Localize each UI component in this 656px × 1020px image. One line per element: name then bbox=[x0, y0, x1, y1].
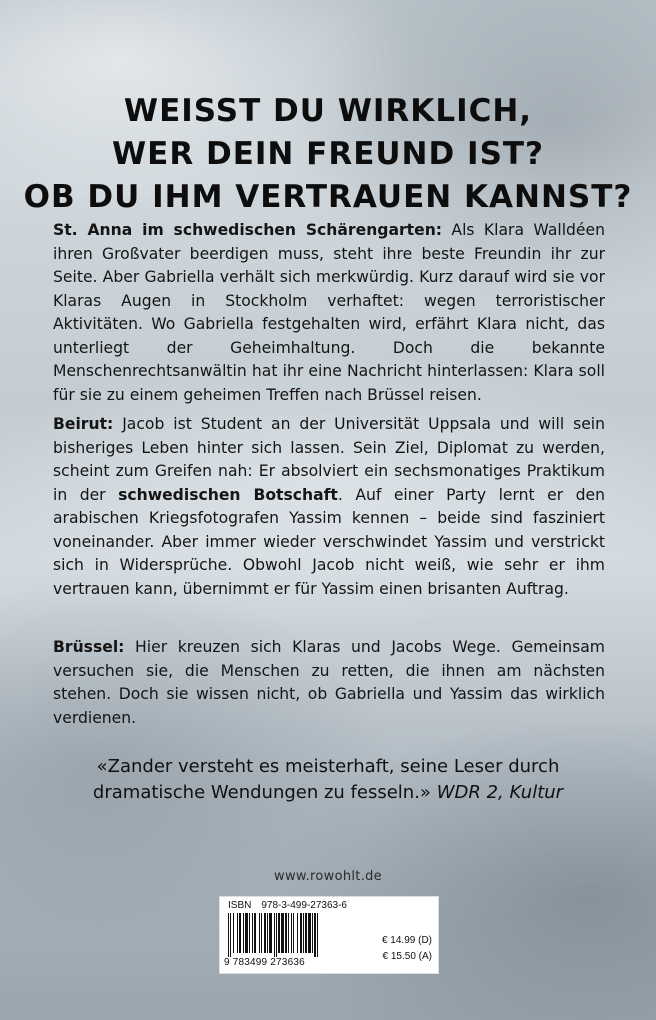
paragraph-lead-beirut: Beirut: bbox=[53, 415, 114, 433]
barcode-bar bbox=[291, 913, 292, 953]
paragraph-text: Jacob ist Student an der Universität Uppsala und will sein bisheriges Leben hinter sich lassen. Sein Ziel, Diplomat zu werden, scheint zum Greifen nah: Er absolviert ein sechsmonatiges Praktikum in der bbox=[53, 415, 605, 504]
barcode-bar bbox=[314, 913, 316, 957]
barcode-bar bbox=[303, 913, 304, 953]
barcode-bar bbox=[230, 913, 231, 957]
paragraph-text: . Auf einer Party lernt er den arabischen Kriegsfotografen Yassim kennen – beide sind fasziniert voneinander. Aber immer wieder verschwindet Yassim und verstrickt sich in Widersprüche. Obwohl Jacob nicht weiß, wie sehr er ihm vertrauen kann, übernimmt er für Yassim einen brisanten Auftrag. bbox=[53, 485, 605, 598]
isbn-line bbox=[228, 900, 347, 911]
barcode-icon bbox=[226, 913, 360, 957]
paragraph-text: Hier kreuzen sich Klaras und Jacobs Wege. Gemeinsam versuchen sie, die Menschen zu retten, die ihnen am nächsten stehen. Doch sie wissen nicht, ob Gabriella und Yassim das wirklich verdienen. bbox=[53, 638, 605, 727]
barcode-bar bbox=[228, 913, 229, 957]
barcode-digits: 9 783499 273636 bbox=[224, 957, 305, 968]
barcode-bar bbox=[264, 913, 266, 953]
barcode-bar bbox=[312, 913, 313, 953]
blurb-paragraph-st-anna bbox=[53, 219, 605, 407]
barcode-bar bbox=[243, 913, 244, 953]
barcode-bar bbox=[293, 913, 294, 953]
price-austria: € 15.50 (A) bbox=[382, 951, 432, 962]
barcode-bar bbox=[261, 913, 262, 953]
highlight-botschaft: schwedischen Botschaft bbox=[118, 485, 338, 504]
isbn-number: 978-3-499-27363-6 bbox=[261, 900, 347, 911]
paragraph-lead-st-anna: St. Anna im schwedischen Schärengarten: bbox=[53, 221, 443, 239]
barcode-bar bbox=[308, 913, 311, 953]
review-quote bbox=[0, 754, 656, 806]
barcode-bar bbox=[281, 913, 284, 953]
barcode-bar bbox=[233, 913, 234, 953]
barcode-box bbox=[219, 896, 439, 974]
barcode-bar bbox=[274, 913, 275, 957]
barcode-bar bbox=[259, 913, 260, 953]
barcode-bar bbox=[276, 913, 277, 957]
headline-line-3: OB DU IHM VERTRAUEN KANNST? bbox=[23, 179, 633, 215]
barcode-bar bbox=[278, 913, 280, 953]
barcode-bar bbox=[237, 913, 238, 953]
barcode-bar bbox=[249, 913, 250, 953]
barcode-bar bbox=[239, 913, 241, 953]
quote-line-2 bbox=[0, 780, 656, 806]
headline-line-2: WER DEIN FREUND IST? bbox=[111, 136, 545, 172]
quote-text: dramatische Wendungen zu fesseln.» bbox=[92, 782, 431, 803]
barcode-bar bbox=[305, 913, 307, 953]
barcode-bar bbox=[288, 913, 289, 953]
barcode-bar bbox=[269, 913, 272, 953]
headline-line-1: WEISST DU WIRKLICH, bbox=[123, 93, 533, 129]
blurb-paragraph-beirut bbox=[53, 413, 605, 601]
barcode-bar bbox=[300, 913, 302, 953]
barcode-bar bbox=[254, 913, 256, 953]
paragraph-lead-bruessel: Brüssel: bbox=[53, 638, 125, 656]
publisher-website[interactable]: www.rowohlt.de bbox=[274, 869, 382, 884]
barcode-bar bbox=[285, 913, 287, 953]
quote-source: WDR 2, Kultur bbox=[436, 782, 564, 803]
blurb-paragraph-bruessel bbox=[53, 636, 605, 730]
barcode-bar bbox=[317, 913, 318, 957]
paragraph-text: Als Klara Walldéen ihren Großvater beerdigen muss, steht ihre beste Freundin ihr zur Seite. Aber Gabriella verhält sich merkwürdig. Kurz darauf wird sie vor Klaras Augen in Stockholm verhaftet: wegen terroristischer Aktivitäten. Wo Gabriella festgehalten wird, erfährt Klara nicht, das unterliegt der Geheimhaltung. Doch die bekannte Menschenrechtsanwältin hat ihr eine Nachricht hinterlassen: Klara soll für sie zu einem geheimen Treffen nach Brüssel reisen. bbox=[53, 221, 606, 404]
barcode-bar bbox=[252, 913, 253, 953]
barcode-bar bbox=[245, 913, 248, 953]
headline bbox=[0, 90, 656, 219]
price-germany: € 14.99 (D) bbox=[381, 935, 432, 946]
isbn-label: ISBN bbox=[228, 900, 252, 911]
barcode-bar bbox=[297, 913, 298, 953]
quote-line-1: «Zander versteht es meisterhaft, seine Leser durch bbox=[96, 756, 560, 777]
barcode-bar bbox=[267, 913, 268, 953]
